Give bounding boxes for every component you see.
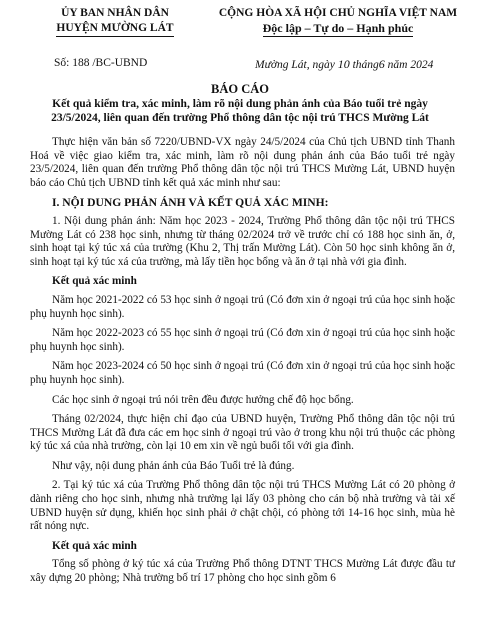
authority-line2: HUYỆN MƯỜNG LÁT (56, 21, 173, 37)
section-heading-1: I. NỘI DUNG PHẢN ÁNH VÀ KẾT QUẢ XÁC MINH: (52, 196, 329, 210)
result-heading-1: Kết quả xác minh (52, 275, 137, 288)
complaint-paragraph-2: 2. Tại ký túc xá của Trường Phổ thông dân tộc nội trú THCS Mường Lát có 20 phòng ở dành riêng cho học sinh, nhưng nhà trường lại lấy 03 phòng cho cán bộ nhà trường và tài xế UBND huyện sử dụng, khiến học sinh phải ở chật chội, có phòng tới 14-16 học sinh, mùa hè rất nóng nực. (30, 479, 455, 533)
result-heading-2: Kết quả xác minh (52, 539, 137, 552)
scholarship-paragraph: Các học sinh ở ngoại trú nói trên đều được hưởng chế độ học bổng. (52, 393, 354, 406)
date-year: năm 2024 (387, 59, 434, 71)
date-month-label: tháng (352, 59, 379, 71)
year-2023-paragraph: Năm học 2023-2024 có 50 học sinh ở ngoại trú (Có đơn xin ở ngoại trú của học sinh hoặc phụ huynh học sinh). (30, 360, 455, 386)
document-number: Số: 188 /BC-UBND (54, 57, 148, 69)
nation-name: CỘNG HÒA XÃ HỘI CHỦ NGHĨA VIỆT NAM (218, 7, 458, 19)
issuing-authority (40, 6, 190, 37)
february-paragraph: Tháng 02/2024, thực hiện chỉ đạo của UBND huyện, Trường Phổ thông dân tộc nội trú THCS Mường Lát đã đưa các em học sinh ở ngoại trú vào ở trong khu nội trú thuộc các phòng ký túc xá của nhà trường, còn lại 10 em xin về ngủ buổi tối với gia đình. (30, 413, 455, 453)
year-2021-paragraph: Năm học 2021-2022 có 53 học sinh ở ngoại trú (Có đơn xin ở ngoại trú của học sinh hoặc phụ huynh học sinh). (30, 293, 455, 320)
date-month: 6 (378, 57, 385, 71)
date-prefix: Mường Lát, ngày (255, 59, 335, 71)
document-date (255, 57, 433, 72)
complaint-paragraph-1: 1. Nội dung phản ánh: Năm học 2023 - 2024, Trường Phổ thông dân tộc nội trú THCS Mường Lát có 238 học sinh, nhưng từ tháng 02/2024 trở về trước chỉ có 188 học sinh ăn, ở, sinh hoạt tại ký túc xá của trường (Khu 2, Thị trấn Mường Lát). Còn 50 học sinh không ăn ở, sinh hoạt tại ký túc xá của trường, mà lấy tiền học bổng và ăn ở tại nhà với gia đình. (30, 214, 455, 268)
authority-line1: ỦY BAN NHÂN DÂN (61, 7, 169, 19)
national-motto: Độc lập – Tự do – Hạnh phúc (262, 21, 414, 35)
conclusion-paragraph: Như vậy, nội dung phản ánh của Báo Tuổi trẻ là đúng. (52, 459, 295, 472)
document-subtitle: Kết quả kiểm tra, xác minh, làm rõ nội dung phản ánh của Báo tuổi trẻ ngày 23/5/2024, liên quan đến trường Phổ thông dân tộc nội trú THCS Mường Lát (51, 98, 429, 124)
date-day: 10 (337, 57, 350, 71)
national-header (208, 6, 468, 37)
year-2022-paragraph: Năm học 2022-2023 có 55 học sinh ở ngoại trú (Có đơn xin ở ngoại trú của học sinh hoặc phụ huynh học sinh). (30, 327, 455, 353)
intro-paragraph: Thực hiện văn bản số 7220/UBND-VX ngày 24/5/2024 của Chủ tịch UBND tỉnh Thanh Hoá về việc giao kiểm tra, xác minh, làm rõ nội dung phản ánh của Báo tuổi trẻ ngày 23/5/2024, liên quan đến trường Phổ thông dân tộc nội trú THCS Mường Lát, UBND huyện báo cáo Chủ tịch UBND tỉnh kết quả xác minh như sau: (30, 136, 455, 189)
dormitory-paragraph: Tổng số phòng ở ký túc xá của Trường Phổ thông DTNT THCS Mường Lát được đầu tư xây dựng 20 phòng; Nhà trường bố trí 17 phòng cho học sinh gồm 6 (30, 558, 455, 585)
document-title: BÁO CÁO (211, 82, 269, 96)
document-body (30, 136, 455, 592)
